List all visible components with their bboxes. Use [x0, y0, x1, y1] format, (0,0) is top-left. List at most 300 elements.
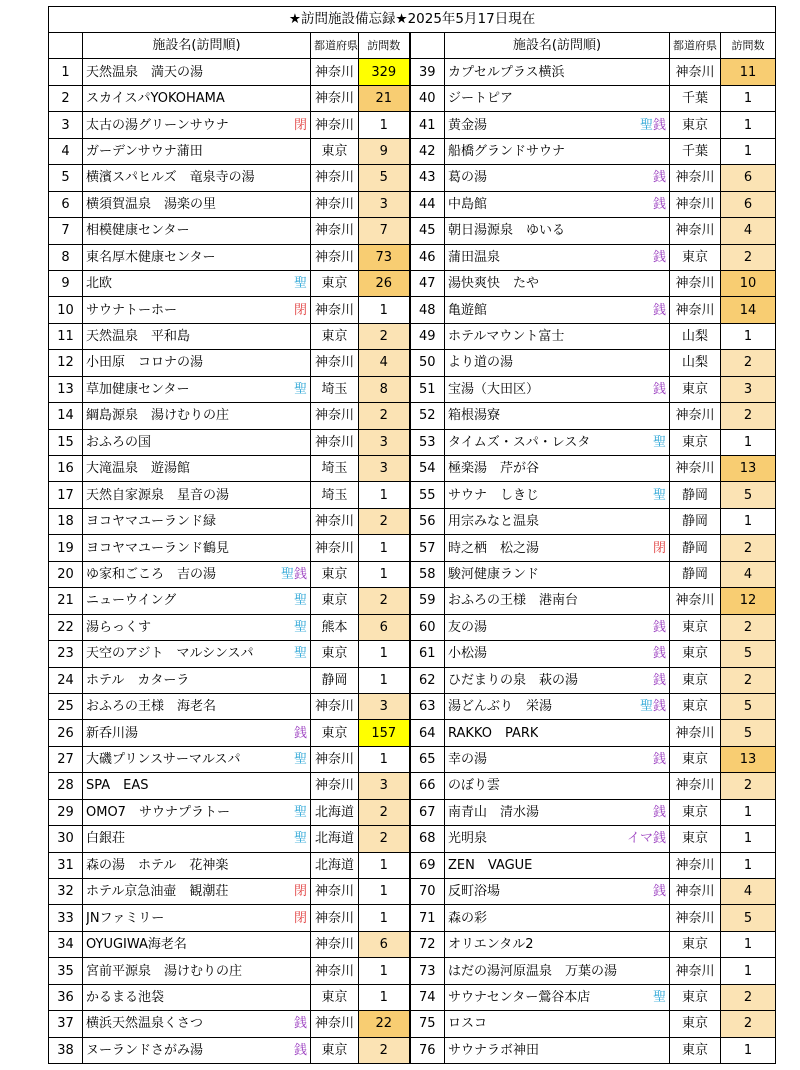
row-number: 13: [49, 376, 83, 402]
facility-name-cell: [445, 561, 670, 587]
row-number: 76: [410, 1037, 445, 1063]
prefecture: 神奈川: [311, 746, 359, 772]
prefecture: 神奈川: [670, 297, 721, 323]
facility-name-cell: [83, 85, 311, 111]
facility-name-cell: [83, 746, 311, 772]
facility-name-cell: [83, 879, 311, 905]
table-row: [49, 1037, 776, 1063]
facility-mark: 閉: [652, 540, 666, 556]
row-number: 20: [49, 561, 83, 587]
facility-name: より道の湯: [448, 355, 514, 371]
facility-name: 葛の湯: [448, 170, 488, 186]
facility-name-cell: [83, 1037, 311, 1063]
row-number: 69: [410, 852, 445, 878]
row-number: 11: [49, 323, 83, 349]
visit-count: 6: [359, 931, 410, 957]
row-number: 24: [49, 667, 83, 693]
facility-name-cell: [445, 376, 670, 402]
facility-name-cell: [83, 59, 311, 85]
visit-count: 1: [359, 297, 410, 323]
prefecture: 神奈川: [311, 165, 359, 191]
prefecture: 北海道: [311, 852, 359, 878]
prefecture: 東京: [670, 112, 721, 138]
row-number: 65: [410, 746, 445, 772]
row-number: 64: [410, 720, 445, 746]
facility-name: 宮前平源泉 湯けむりの庄: [86, 963, 243, 979]
facility-name-cell: [445, 773, 670, 799]
facility-name: オリエンタル2: [448, 937, 534, 953]
prefecture: 神奈川: [311, 905, 359, 931]
table-row: [49, 958, 776, 984]
visit-count: 2: [359, 323, 410, 349]
prefecture: 東京: [311, 720, 359, 746]
facility-name: ジートピア: [448, 91, 514, 107]
facility-name-cell: [445, 720, 670, 746]
row-number: 45: [410, 218, 445, 244]
facility-name: ホテル カターラ: [86, 672, 190, 688]
row-number: 47: [410, 270, 445, 296]
row-number: 29: [49, 799, 83, 825]
row-number: 21: [49, 588, 83, 614]
facility-name-cell: [445, 641, 670, 667]
facility-name-cell: [83, 403, 311, 429]
prefecture: 神奈川: [670, 59, 721, 85]
facility-name-cell: [83, 138, 311, 164]
facility-name-cell: [83, 482, 311, 508]
facility-name-cell: [83, 773, 311, 799]
visit-count: 2: [721, 535, 776, 561]
prefecture: 千葉: [670, 85, 721, 111]
header-pref-right: 都道府県: [670, 33, 721, 59]
facility-mark: 聖: [293, 646, 307, 662]
prefecture: 神奈川: [670, 879, 721, 905]
visit-count: 1: [359, 482, 410, 508]
facility-mark: 銭: [652, 646, 666, 662]
prefecture: 神奈川: [670, 852, 721, 878]
facility-name: ホテルマウント富士: [448, 329, 565, 345]
visit-count: 1: [721, 85, 776, 111]
facility-name-cell: [83, 508, 311, 534]
table-row: [49, 350, 776, 376]
table-row: [49, 773, 776, 799]
visit-count: 1: [721, 852, 776, 878]
facility-name: OYUGIWA海老名: [86, 937, 187, 953]
table-row: [49, 138, 776, 164]
visit-count: 1: [359, 641, 410, 667]
table-row: [49, 323, 776, 349]
row-number: 22: [49, 614, 83, 640]
facility-name: 森の湯 ホテル 花神楽: [86, 857, 229, 873]
facility-name-cell: [445, 614, 670, 640]
prefecture: 東京: [670, 984, 721, 1010]
facility-name-cell: [445, 852, 670, 878]
facility-name: 黄金湯: [448, 117, 488, 133]
prefecture: 東京: [311, 641, 359, 667]
visit-count: 22: [359, 1011, 410, 1037]
row-number: 14: [49, 403, 83, 429]
facility-name: 小田原 コロナの湯: [86, 355, 204, 371]
facility-mark: 聖: [293, 831, 307, 847]
visit-count: 1: [359, 879, 410, 905]
facility-name: 太古の湯グリーンサウナ: [86, 117, 229, 133]
visit-count: 2: [359, 588, 410, 614]
row-number: 73: [410, 958, 445, 984]
table-row: [49, 112, 776, 138]
facility-name-cell: [83, 244, 311, 270]
prefecture: 静岡: [670, 535, 721, 561]
facility-name-cell: [83, 270, 311, 296]
facility-name: 大滝温泉 遊湯館: [86, 461, 191, 477]
prefecture: 埼玉: [311, 482, 359, 508]
visit-count: 2: [359, 826, 410, 852]
facility-mark: 銭: [652, 672, 666, 688]
table-row: [49, 931, 776, 957]
visit-count: 1: [721, 508, 776, 534]
facility-mark: 聖銭: [280, 566, 307, 582]
visit-count: 5: [721, 905, 776, 931]
table-row: [49, 508, 776, 534]
facility-mark: 聖銭: [639, 699, 666, 715]
facility-name: ヌーランドさがみ湯: [86, 1042, 204, 1058]
table-row: [49, 667, 776, 693]
table-row: [49, 403, 776, 429]
facility-name-cell: [445, 508, 670, 534]
prefecture: 東京: [311, 588, 359, 614]
facility-mark: 銭: [652, 381, 666, 397]
facility-name: 駿河健康ランド: [448, 566, 540, 582]
facility-name-cell: [83, 931, 311, 957]
facility-name: おふろの王様 港南台: [448, 593, 579, 609]
row-number: 44: [410, 191, 445, 217]
visit-count: 5: [721, 482, 776, 508]
facility-name-cell: [445, 456, 670, 482]
row-number: 40: [410, 85, 445, 111]
row-number: 53: [410, 429, 445, 455]
visit-count: 2: [721, 667, 776, 693]
row-number: 35: [49, 958, 83, 984]
visit-count: 3: [721, 376, 776, 402]
header-name-right: 施設名(訪問順): [445, 33, 670, 59]
row-number: 18: [49, 508, 83, 534]
facility-name: 幸の湯: [448, 752, 488, 768]
prefecture: 東京: [311, 984, 359, 1010]
visit-count: 13: [721, 746, 776, 772]
facility-name: ロスコ: [448, 1016, 488, 1032]
prefecture: 神奈川: [311, 112, 359, 138]
visit-count: 1: [721, 826, 776, 852]
facility-name: JNファミリー: [86, 910, 165, 926]
visit-count: 21: [359, 85, 410, 111]
row-number: 26: [49, 720, 83, 746]
prefecture: 神奈川: [311, 85, 359, 111]
table-row: [49, 482, 776, 508]
row-number: 19: [49, 535, 83, 561]
facility-name-cell: [445, 984, 670, 1010]
prefecture: 神奈川: [670, 191, 721, 217]
visit-count: 5: [721, 720, 776, 746]
facility-name: 反町浴場: [448, 884, 501, 900]
visit-count: 1: [359, 984, 410, 1010]
facility-name-cell: [445, 931, 670, 957]
facility-mark: 銭: [652, 619, 666, 635]
row-number: 25: [49, 693, 83, 719]
prefecture: 熊本: [311, 614, 359, 640]
facility-name: 大磯プリンスサーマルスパ: [86, 752, 241, 768]
visit-count: 2: [721, 350, 776, 376]
visit-count: 6: [359, 614, 410, 640]
facility-mark: 聖: [652, 989, 666, 1005]
facility-name: カプセルプラス横浜: [448, 64, 565, 80]
row-number: 5: [49, 165, 83, 191]
visit-count: 7: [359, 218, 410, 244]
facility-mark: 閉: [293, 884, 307, 900]
prefecture: 山梨: [670, 350, 721, 376]
facility-mark: 銭: [652, 170, 666, 186]
visit-count: 6: [721, 165, 776, 191]
row-number: 50: [410, 350, 445, 376]
visit-count: 1: [721, 323, 776, 349]
facility-name-cell: [445, 746, 670, 772]
visit-count: 157: [359, 720, 410, 746]
facility-name: 横濱スパヒルズ 竜泉寺の湯: [86, 170, 255, 186]
row-number: 71: [410, 905, 445, 931]
facility-name: かるまる池袋: [86, 989, 165, 1005]
facility-name-cell: [83, 984, 311, 1010]
visit-count: 8: [359, 376, 410, 402]
visit-count: 26: [359, 270, 410, 296]
facility-name-cell: [445, 85, 670, 111]
facility-name: 湯快爽快 たや: [448, 276, 540, 292]
facility-mark: 聖: [652, 434, 666, 450]
visit-count: 1: [359, 667, 410, 693]
facility-name-cell: [445, 958, 670, 984]
table-row: [49, 429, 776, 455]
prefecture: 神奈川: [670, 270, 721, 296]
row-number: 32: [49, 879, 83, 905]
facility-name: 蒲田温泉: [448, 249, 501, 265]
prefecture: 静岡: [670, 508, 721, 534]
row-number: 9: [49, 270, 83, 296]
facility-name-cell: [83, 693, 311, 719]
visit-count: 1: [359, 958, 410, 984]
facility-name: 新呑川湯: [86, 725, 139, 741]
prefecture: 東京: [670, 931, 721, 957]
facility-name-cell: [83, 456, 311, 482]
row-number: 67: [410, 799, 445, 825]
prefecture: 東京: [311, 561, 359, 587]
visit-count: 329: [359, 59, 410, 85]
prefecture: 静岡: [670, 561, 721, 587]
facility-name-cell: [83, 641, 311, 667]
prefecture: 神奈川: [311, 1011, 359, 1037]
row-number: 63: [410, 693, 445, 719]
visit-count: 1: [721, 429, 776, 455]
facility-name-cell: [445, 165, 670, 191]
table-row: [49, 1011, 776, 1037]
facility-name-cell: [445, 799, 670, 825]
row-number: 70: [410, 879, 445, 905]
row-number: 75: [410, 1011, 445, 1037]
facility-name-cell: [445, 297, 670, 323]
row-number: 54: [410, 456, 445, 482]
facility-name-cell: [445, 323, 670, 349]
facility-name: 白銀荘: [86, 831, 126, 847]
prefecture: 神奈川: [311, 429, 359, 455]
prefecture: 神奈川: [670, 403, 721, 429]
table-row: [49, 218, 776, 244]
prefecture: 神奈川: [311, 218, 359, 244]
facility-name-cell: [83, 297, 311, 323]
prefecture: 静岡: [670, 482, 721, 508]
row-number: 60: [410, 614, 445, 640]
facility-name-cell: [445, 667, 670, 693]
prefecture: 山梨: [670, 323, 721, 349]
row-number: 72: [410, 931, 445, 957]
header-name-left: 施設名(訪問順): [83, 33, 311, 59]
visit-count: 3: [359, 191, 410, 217]
facility-mark: 銭: [293, 1042, 307, 1058]
row-number: 17: [49, 482, 83, 508]
row-number: 16: [49, 456, 83, 482]
table-row: [49, 746, 776, 772]
visit-count: 3: [359, 429, 410, 455]
facility-name: 湯らっくす: [86, 619, 152, 635]
visit-count: 73: [359, 244, 410, 270]
facility-name: 綱島源泉 湯けむりの庄: [86, 408, 230, 424]
table-row: [49, 297, 776, 323]
table-row: [49, 165, 776, 191]
row-number: 55: [410, 482, 445, 508]
facility-name: スカイスパYOKOHAMA: [86, 91, 225, 107]
facility-name: 横須賀温泉 湯楽の里: [86, 196, 217, 212]
facility-name-cell: [83, 852, 311, 878]
facility-name: 天然自家源泉 星音の湯: [86, 487, 230, 503]
facility-name: 中島館: [448, 196, 488, 212]
facility-name-cell: [445, 112, 670, 138]
facility-name: サウナラボ神田: [448, 1042, 540, 1058]
facility-name: 東名厚木健康センター: [86, 249, 216, 265]
visit-count: 12: [721, 588, 776, 614]
facility-mark: 閉: [293, 302, 307, 318]
facility-name-cell: [445, 879, 670, 905]
prefecture: 神奈川: [311, 958, 359, 984]
facility-name: のぼり雲: [448, 778, 501, 794]
facility-name: 北欧: [86, 276, 113, 292]
prefecture: 東京: [311, 1037, 359, 1063]
visit-count: 1: [721, 958, 776, 984]
facility-name: 森の彩: [448, 910, 488, 926]
prefecture: 東京: [670, 429, 721, 455]
row-number: 68: [410, 826, 445, 852]
prefecture: 神奈川: [311, 773, 359, 799]
facility-name: 用宗みなと温泉: [448, 514, 540, 530]
facility-name-cell: [83, 799, 311, 825]
prefecture: 神奈川: [670, 905, 721, 931]
facility-name: サウナセンター鶯谷本店: [448, 989, 591, 1005]
row-number: 36: [49, 984, 83, 1010]
table-row: [49, 244, 776, 270]
prefecture: 東京: [311, 270, 359, 296]
visit-count: 1: [359, 746, 410, 772]
facility-name-cell: [83, 1011, 311, 1037]
row-number: 10: [49, 297, 83, 323]
table-row: [49, 561, 776, 587]
row-number: 43: [410, 165, 445, 191]
facility-mark: イマ銭: [626, 831, 666, 847]
table-row: [49, 535, 776, 561]
row-number: 57: [410, 535, 445, 561]
facility-name: 南青山 清水湯: [448, 804, 540, 820]
facility-name-cell: [445, 588, 670, 614]
facility-name-cell: [83, 905, 311, 931]
prefecture: 東京: [670, 244, 721, 270]
row-number: 74: [410, 984, 445, 1010]
facility-name-cell: [445, 244, 670, 270]
facility-name-cell: [445, 1011, 670, 1037]
prefecture: 東京: [670, 1011, 721, 1037]
table-row: [49, 826, 776, 852]
row-number: 27: [49, 746, 83, 772]
table-row: [49, 614, 776, 640]
facility-name-cell: [445, 138, 670, 164]
facility-mark: 閉: [293, 117, 307, 133]
facility-name: ヨコヤマユーランド鶴見: [86, 540, 230, 556]
visit-count: 1: [359, 905, 410, 931]
visit-count: 2: [359, 1037, 410, 1063]
facility-name: サウナ しきじ: [448, 487, 540, 503]
facility-name: 天空のアジト マルシンスパ: [86, 646, 254, 662]
facility-name: 草加健康センター: [86, 381, 190, 397]
prefecture: 東京: [311, 323, 359, 349]
facility-name-cell: [445, 191, 670, 217]
prefecture: 神奈川: [670, 456, 721, 482]
facility-name-cell: [445, 218, 670, 244]
facility-name: 船橋グランドサウナ: [448, 143, 566, 159]
prefecture: 埼玉: [311, 456, 359, 482]
row-number: 42: [410, 138, 445, 164]
facility-name: 天然温泉 満天の湯: [86, 64, 204, 80]
facility-name: ひだまりの泉 萩の湯: [448, 672, 579, 688]
row-number: 3: [49, 112, 83, 138]
table-row: [49, 984, 776, 1010]
visit-count: 3: [359, 693, 410, 719]
header-pref-left: 都道府県: [311, 33, 359, 59]
row-number: 1: [49, 59, 83, 85]
visit-count: 1: [359, 852, 410, 878]
table-row: [49, 852, 776, 878]
visit-count: 3: [359, 773, 410, 799]
visit-count: 1: [359, 561, 410, 587]
prefecture: 神奈川: [311, 59, 359, 85]
facility-name-cell: [83, 614, 311, 640]
visit-count: 9: [359, 138, 410, 164]
row-number: 30: [49, 826, 83, 852]
table-row: [49, 59, 776, 85]
facility-name: 小松湯: [448, 646, 488, 662]
prefecture: 東京: [670, 826, 721, 852]
facility-name-cell: [83, 588, 311, 614]
prefecture: 神奈川: [670, 773, 721, 799]
visit-count: 1: [721, 138, 776, 164]
facility-mark: 銭: [652, 302, 666, 318]
facility-name-cell: [83, 323, 311, 349]
prefecture: 静岡: [311, 667, 359, 693]
facility-mark: 聖銭: [639, 117, 666, 133]
facility-name-cell: [83, 165, 311, 191]
facility-mark: 閉: [293, 910, 307, 926]
facility-name-cell: [445, 905, 670, 931]
row-number: 2: [49, 85, 83, 111]
